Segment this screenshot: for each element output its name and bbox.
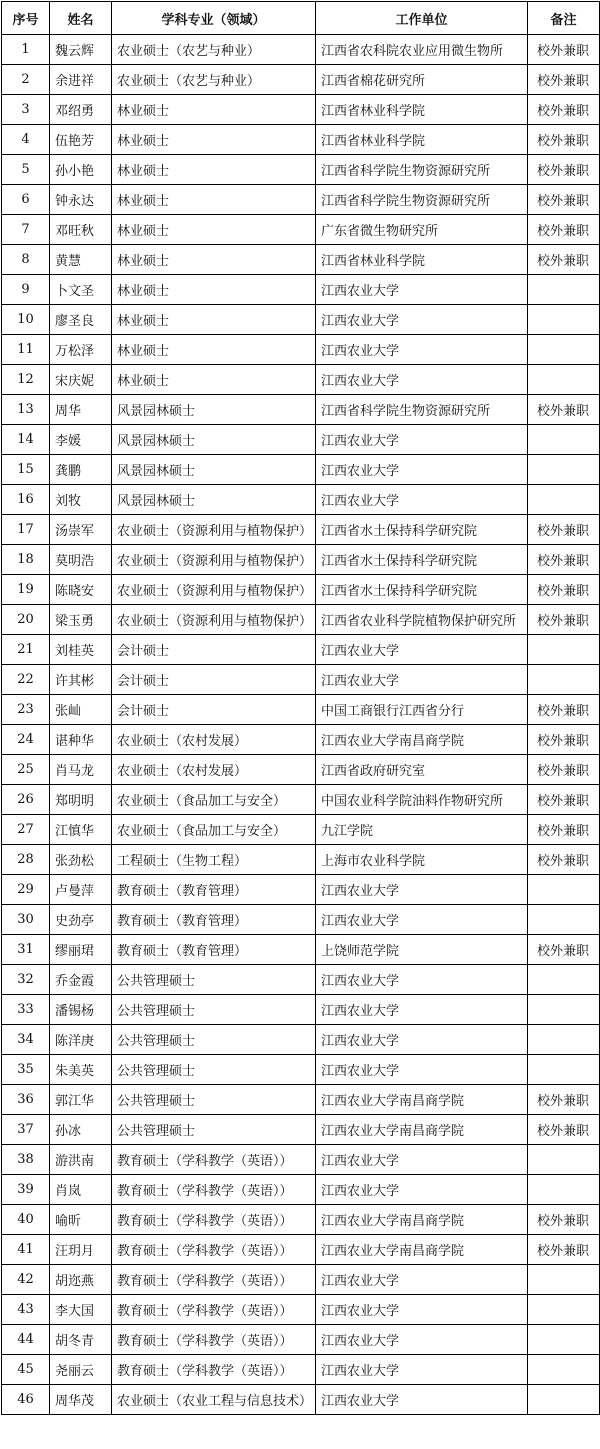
cell-index: 3 [2,95,50,125]
cell-major: 教育硕士（学科教学（英语）） [112,1295,316,1325]
cell-unit: 江西省水土保持科学研究院 [316,575,528,605]
cell-unit: 江西农业大学 [316,455,528,485]
table-row [2,1085,600,1115]
cell-note: 校外兼职 [528,35,600,65]
cell-major: 林业硕士 [112,125,316,155]
cell-name: 汤崇军 [50,515,112,545]
cell-unit: 江西农业大学 [316,1055,528,1085]
cell-index: 26 [2,785,50,815]
cell-unit: 江西省科学院生物资源研究所 [316,395,528,425]
cell-note [528,455,600,485]
table-row [2,1145,600,1175]
cell-major: 风景园林硕士 [112,395,316,425]
cell-note [528,335,600,365]
col-header-note: 备注 [528,2,600,35]
cell-major: 教育硕士（学科教学（英语）） [112,1325,316,1355]
cell-index: 9 [2,275,50,305]
cell-name: 周华 [50,395,112,425]
cell-note [528,1055,600,1085]
cell-index: 20 [2,605,50,635]
table-row [2,365,600,395]
cell-name: 张屾 [50,695,112,725]
cell-index: 17 [2,515,50,545]
col-header-major: 学科专业（领域） [112,2,316,35]
cell-unit: 江西省林业科学院 [316,245,528,275]
cell-name: 尧丽云 [50,1355,112,1385]
col-header-name: 姓名 [50,2,112,35]
cell-unit: 江西农业大学 [316,365,528,395]
cell-unit: 江西农业大学 [316,875,528,905]
table-row [2,635,600,665]
col-header-unit: 工作单位 [316,2,528,35]
cell-index: 30 [2,905,50,935]
table-row [2,1235,600,1265]
cell-note: 校外兼职 [528,155,600,185]
cell-unit: 江西农业大学 [316,1355,528,1385]
cell-name: 汪玥月 [50,1235,112,1265]
cell-note: 校外兼职 [528,695,600,725]
cell-name: 江慎华 [50,815,112,845]
cell-unit: 江西农业大学南昌商学院 [316,1205,528,1235]
table-row [2,995,600,1025]
cell-name: 谌种华 [50,725,112,755]
cell-major: 林业硕士 [112,335,316,365]
cell-major: 公共管理硕士 [112,1055,316,1085]
col-header-index: 序号 [2,2,50,35]
table-row [2,1265,600,1295]
cell-index: 15 [2,455,50,485]
cell-note: 校外兼职 [528,785,600,815]
cell-major: 风景园林硕士 [112,425,316,455]
cell-major: 教育硕士（教育管理） [112,905,316,935]
cell-major: 林业硕士 [112,185,316,215]
cell-major: 林业硕士 [112,305,316,335]
cell-unit: 江西农业大学 [316,335,528,365]
cell-index: 7 [2,215,50,245]
table-row [2,1175,600,1205]
cell-major: 教育硕士（学科教学（英语）） [112,1235,316,1265]
table-row [2,215,600,245]
cell-major: 工程硕士（生物工程） [112,845,316,875]
cell-unit: 九江学院 [316,815,528,845]
cell-note [528,1355,600,1385]
cell-major: 教育硕士（教育管理） [112,935,316,965]
cell-index: 23 [2,695,50,725]
cell-index: 16 [2,485,50,515]
cell-name: 余进祥 [50,65,112,95]
cell-note: 校外兼职 [528,815,600,845]
cell-note: 校外兼职 [528,215,600,245]
table-row [2,1295,600,1325]
cell-major: 农业硕士（食品加工与安全） [112,815,316,845]
table-row [2,485,600,515]
cell-unit: 江西农业大学 [316,1385,528,1415]
cell-major: 农业硕士（资源利用与植物保护） [112,545,316,575]
cell-major: 林业硕士 [112,365,316,395]
cell-note: 校外兼职 [528,185,600,215]
cell-unit: 江西农业大学 [316,1145,528,1175]
cell-index: 24 [2,725,50,755]
cell-note [528,1295,600,1325]
cell-index: 29 [2,875,50,905]
cell-name: 朱美英 [50,1055,112,1085]
cell-major: 公共管理硕士 [112,965,316,995]
cell-unit: 江西省林业科学院 [316,95,528,125]
tutor-table [1,1,600,1415]
cell-name: 伍艳芳 [50,125,112,155]
cell-name: 孙小艳 [50,155,112,185]
cell-major: 农业硕士（农艺与种业） [112,65,316,95]
cell-note [528,305,600,335]
cell-unit: 江西农业大学 [316,1295,528,1325]
table-row [2,695,600,725]
cell-index: 32 [2,965,50,995]
cell-unit: 江西省棉花研究所 [316,65,528,95]
table-header-row [2,2,600,35]
cell-unit: 江西农业大学 [316,1265,528,1295]
cell-index: 46 [2,1385,50,1415]
cell-name: 邓绍勇 [50,95,112,125]
cell-index: 28 [2,845,50,875]
cell-note [528,1265,600,1295]
cell-major: 教育硕士（学科教学（英语）） [112,1355,316,1385]
cell-index: 18 [2,545,50,575]
cell-name: 孙冰 [50,1115,112,1145]
cell-major: 教育硕士（学科教学（英语）） [112,1175,316,1205]
cell-note: 校外兼职 [528,95,600,125]
cell-index: 40 [2,1205,50,1235]
cell-note [528,485,600,515]
cell-unit: 江西省水土保持科学研究院 [316,545,528,575]
cell-name: 胡迩燕 [50,1265,112,1295]
cell-note: 校外兼职 [528,515,600,545]
cell-name: 李大国 [50,1295,112,1325]
cell-note [528,365,600,395]
cell-name: 游洪南 [50,1145,112,1175]
cell-unit: 中国农业科学院油料作物研究所 [316,785,528,815]
cell-note: 校外兼职 [528,1115,600,1145]
cell-major: 教育硕士（学科教学（英语）） [112,1145,316,1175]
table-row [2,1385,600,1415]
cell-note [528,1145,600,1175]
cell-unit: 江西农业大学 [316,305,528,335]
cell-index: 19 [2,575,50,605]
cell-name: 刘牧 [50,485,112,515]
cell-index: 11 [2,335,50,365]
cell-major: 农业硕士（农业工程与信息技术） [112,1385,316,1415]
cell-major: 风景园林硕士 [112,455,316,485]
cell-unit: 江西农业大学南昌商学院 [316,1085,528,1115]
cell-unit: 江西农业大学 [316,1175,528,1205]
cell-name: 肖马龙 [50,755,112,785]
cell-name: 万松泽 [50,335,112,365]
cell-note: 校外兼职 [528,1205,600,1235]
cell-note [528,875,600,905]
cell-major: 林业硕士 [112,245,316,275]
cell-name: 周华茂 [50,1385,112,1415]
cell-name: 史劲亭 [50,905,112,935]
cell-name: 莫明浩 [50,545,112,575]
table-row [2,845,600,875]
table-row [2,755,600,785]
cell-index: 1 [2,35,50,65]
cell-note [528,1385,600,1415]
cell-note: 校外兼职 [528,1085,600,1115]
cell-index: 43 [2,1295,50,1325]
cell-unit: 江西农业大学南昌商学院 [316,725,528,755]
table-row [2,905,600,935]
cell-note [528,1025,600,1055]
cell-name: 卜文圣 [50,275,112,305]
cell-major: 公共管理硕士 [112,995,316,1025]
cell-note [528,1175,600,1205]
cell-index: 34 [2,1025,50,1055]
cell-major: 公共管理硕士 [112,1115,316,1145]
cell-name: 廖圣良 [50,305,112,335]
cell-note: 校外兼职 [528,1235,600,1265]
cell-note: 校外兼职 [528,755,600,785]
cell-note: 校外兼职 [528,245,600,275]
cell-note [528,965,600,995]
cell-major: 会计硕士 [112,635,316,665]
cell-note: 校外兼职 [528,725,600,755]
table-row [2,605,600,635]
cell-note: 校外兼职 [528,935,600,965]
table-row [2,455,600,485]
cell-note [528,995,600,1025]
table-row [2,1115,600,1145]
table-row [2,245,600,275]
cell-name: 陈洋庚 [50,1025,112,1055]
cell-unit: 江西省科学院生物资源研究所 [316,155,528,185]
cell-unit: 江西农业大学 [316,905,528,935]
cell-name: 邓旺秋 [50,215,112,245]
cell-name: 刘桂英 [50,635,112,665]
cell-name: 钟永达 [50,185,112,215]
cell-unit: 上饶师范学院 [316,935,528,965]
cell-note: 校外兼职 [528,575,600,605]
cell-note: 校外兼职 [528,395,600,425]
cell-index: 21 [2,635,50,665]
cell-major: 农业硕士（资源利用与植物保护） [112,575,316,605]
cell-name: 宋庆妮 [50,365,112,395]
cell-name: 张劲松 [50,845,112,875]
cell-name: 黄慧 [50,245,112,275]
cell-note: 校外兼职 [528,845,600,875]
cell-note: 校外兼职 [528,65,600,95]
cell-name: 潘锡杨 [50,995,112,1025]
table-row [2,935,600,965]
cell-unit: 江西农业大学 [316,665,528,695]
table-row [2,425,600,455]
table-body [2,35,600,1415]
table-row [2,155,600,185]
table-row [2,185,600,215]
cell-index: 14 [2,425,50,455]
cell-name: 魏云辉 [50,35,112,65]
cell-name: 郭江华 [50,1085,112,1115]
table-row [2,575,600,605]
cell-major: 林业硕士 [112,275,316,305]
cell-index: 37 [2,1115,50,1145]
table-row [2,815,600,845]
cell-major: 公共管理硕士 [112,1025,316,1055]
table-row [2,395,600,425]
cell-major: 风景园林硕士 [112,485,316,515]
cell-index: 12 [2,365,50,395]
cell-unit: 中国工商银行江西省分行 [316,695,528,725]
cell-unit: 江西省农业科学院植物保护研究所 [316,605,528,635]
table-row [2,965,600,995]
table-row [2,275,600,305]
cell-index: 39 [2,1175,50,1205]
cell-index: 27 [2,815,50,845]
cell-note: 校外兼职 [528,125,600,155]
cell-name: 胡冬青 [50,1325,112,1355]
table-row [2,1025,600,1055]
table-row [2,35,600,65]
cell-index: 2 [2,65,50,95]
cell-index: 45 [2,1355,50,1385]
cell-name: 乔金霞 [50,965,112,995]
cell-unit: 江西农业大学 [316,995,528,1025]
table-row [2,1055,600,1085]
cell-index: 6 [2,185,50,215]
table-row [2,65,600,95]
cell-major: 林业硕士 [112,155,316,185]
cell-unit: 江西农业大学 [316,1325,528,1355]
cell-major: 公共管理硕士 [112,1085,316,1115]
cell-index: 36 [2,1085,50,1115]
table-row [2,1355,600,1385]
cell-index: 38 [2,1145,50,1175]
cell-name: 陈晓安 [50,575,112,605]
cell-major: 农业硕士（农艺与种业） [112,35,316,65]
cell-unit: 江西农业大学 [316,425,528,455]
table-row [2,1325,600,1355]
cell-index: 42 [2,1265,50,1295]
cell-unit: 江西农业大学 [316,965,528,995]
cell-name: 龚鹏 [50,455,112,485]
cell-index: 4 [2,125,50,155]
cell-name: 许其彬 [50,665,112,695]
table-row [2,125,600,155]
table-row [2,725,600,755]
cell-name: 喻昕 [50,1205,112,1235]
cell-index: 22 [2,665,50,695]
cell-unit: 江西省科学院生物资源研究所 [316,185,528,215]
cell-note: 校外兼职 [528,545,600,575]
table-row [2,305,600,335]
cell-unit: 江西农业大学 [316,635,528,665]
cell-index: 33 [2,995,50,1025]
cell-note [528,275,600,305]
cell-index: 41 [2,1235,50,1265]
cell-major: 农业硕士（农村发展） [112,725,316,755]
table-row [2,665,600,695]
cell-index: 8 [2,245,50,275]
cell-name: 卢曼萍 [50,875,112,905]
table-row [2,1205,600,1235]
cell-name: 缪丽珺 [50,935,112,965]
cell-unit: 江西省水土保持科学研究院 [316,515,528,545]
cell-major: 林业硕士 [112,95,316,125]
cell-index: 31 [2,935,50,965]
cell-note [528,905,600,935]
cell-major: 教育硕士（学科教学（英语）） [112,1205,316,1235]
table-row [2,515,600,545]
cell-note [528,425,600,455]
table-row [2,95,600,125]
table-row [2,545,600,575]
cell-unit: 江西农业大学南昌商学院 [316,1235,528,1265]
cell-unit: 江西省农科院农业应用微生物所 [316,35,528,65]
cell-major: 林业硕士 [112,215,316,245]
cell-note [528,1325,600,1355]
cell-unit: 江西农业大学 [316,1025,528,1055]
cell-unit: 江西农业大学南昌商学院 [316,1115,528,1145]
cell-unit: 广东省微生物研究所 [316,215,528,245]
cell-major: 农业硕士（食品加工与安全） [112,785,316,815]
cell-unit: 上海市农业科学院 [316,845,528,875]
cell-unit: 江西省林业科学院 [316,125,528,155]
cell-name: 梁玉勇 [50,605,112,635]
cell-major: 会计硕士 [112,665,316,695]
cell-unit: 江西省政府研究室 [316,755,528,785]
cell-note [528,665,600,695]
cell-name: 李媛 [50,425,112,455]
cell-major: 会计硕士 [112,695,316,725]
cell-major: 农业硕士（资源利用与植物保护） [112,515,316,545]
cell-major: 农业硕士（农村发展） [112,755,316,785]
cell-major: 教育硕士（学科教学（英语）） [112,1265,316,1295]
cell-name: 肖岚 [50,1175,112,1205]
cell-index: 5 [2,155,50,185]
cell-unit: 江西农业大学 [316,485,528,515]
table-row [2,875,600,905]
cell-index: 35 [2,1055,50,1085]
table-row [2,335,600,365]
cell-name: 郑明明 [50,785,112,815]
cell-index: 44 [2,1325,50,1355]
cell-major: 农业硕士（资源利用与植物保护） [112,605,316,635]
cell-note [528,635,600,665]
cell-index: 10 [2,305,50,335]
cell-index: 13 [2,395,50,425]
table-row [2,785,600,815]
cell-note: 校外兼职 [528,605,600,635]
cell-unit: 江西农业大学 [316,275,528,305]
cell-index: 25 [2,755,50,785]
cell-major: 教育硕士（教育管理） [112,875,316,905]
